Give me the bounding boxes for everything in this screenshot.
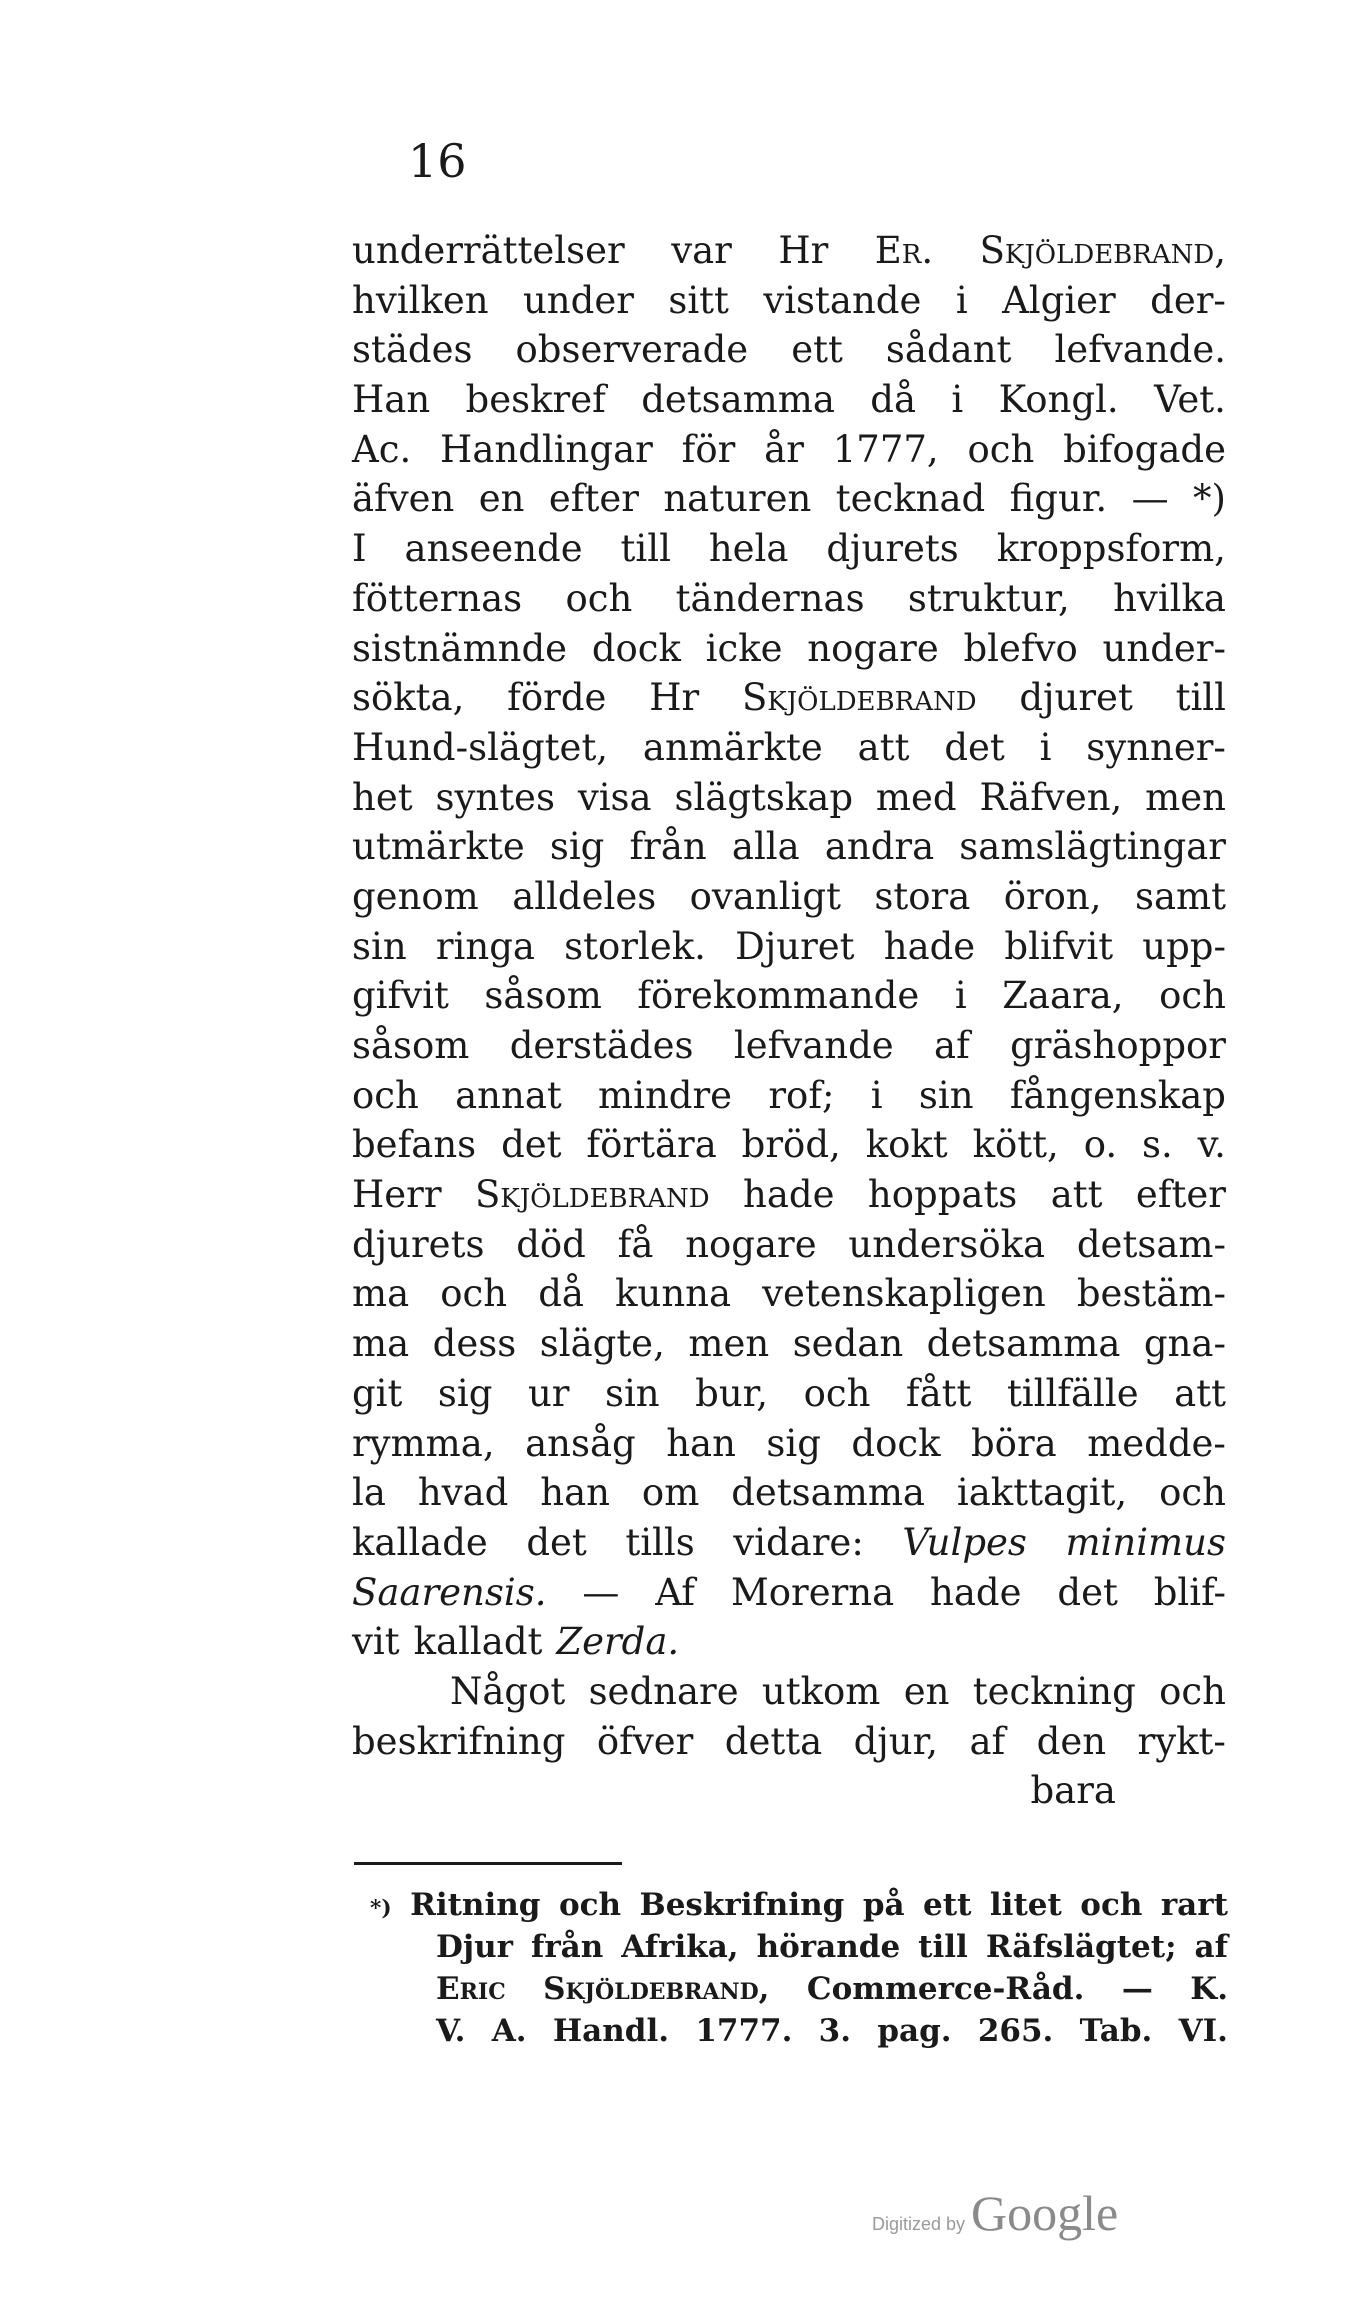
text-line: ma och då kunna vetenskapligen bestäm-	[352, 1272, 1226, 1316]
text-line: git sig ur sin bur, och fått tillfälle att	[352, 1371, 1226, 1415]
catchword: bara	[1030, 1769, 1116, 1813]
digitized-watermark	[872, 2184, 1118, 2242]
text-line: utmärkte sig från alla andra samslägtingar	[352, 825, 1226, 869]
footnote-line: *) Ritning och Beskrifning på ett litet och rart	[370, 1884, 1228, 1926]
text-line: ma dess slägte, men sedan detsamma gna-	[352, 1322, 1226, 1366]
text-line: Ac. Handlingar för år 1777, och bifogade	[352, 427, 1226, 471]
text-line: djurets död få nogare undersöka detsam-	[352, 1222, 1226, 1266]
page-number: 16	[408, 134, 467, 188]
footnote	[370, 1884, 1228, 2052]
text-line: genom alldeles ovanligt stora öron, samt	[352, 874, 1226, 918]
text-line: het syntes visa slägtskap med Räfven, men	[352, 775, 1226, 819]
text-line: sin ringa storlek. Djuret hade blifvit upp-	[352, 924, 1226, 968]
text-line: fötternas och tändernas struktur, hvilka	[352, 576, 1226, 620]
text-line: sökta, förde Hr Skjöldebrand djuret till	[352, 676, 1226, 720]
text-line: underrättelser var Hr Er. Skjöldebrand,	[352, 229, 1226, 272]
text-line: såsom derstädes lefvande af gräshoppor	[352, 1024, 1226, 1067]
footnote-line: V. A. Handl. 1777. 3. pag. 265. Tab. VI.	[436, 2013, 1228, 2049]
text-line: befans det förtära bröd, kokt kött, o. s. v.	[352, 1123, 1226, 1167]
text-line: hvilken under sitt vistande i Algier der-	[352, 278, 1226, 322]
text-line: Något sednare utkom en teckning och	[450, 1669, 1226, 1713]
footnote-reference: *)	[1192, 477, 1226, 521]
text-line: Herr Skjöldebrand hade hoppats att efter	[352, 1173, 1226, 1217]
text-line: beskrifning öfver detta djur, af den rykt-	[352, 1719, 1226, 1763]
footnote-line: Djur från Afrika, hörande till Räfslägtet; af	[436, 1929, 1228, 1965]
text-line: sistnämnde dock icke nogare blefvo under-	[352, 626, 1226, 670]
footnote-rule	[354, 1862, 622, 1865]
text-line: äfven en efter naturen tecknad figur. — *)	[352, 474, 1226, 524]
text-line: Han beskref detsamma då i Kongl. Vet.	[352, 378, 1226, 422]
watermark-prefix: Digitized by	[872, 2214, 966, 2234]
text-line: gifvit såsom förekommande i Zaara, och	[352, 974, 1226, 1018]
text-line: rymma, ansåg han sig dock böra medde-	[352, 1421, 1226, 1465]
text-line: städes observerade ett sådant lefvande.	[352, 328, 1226, 372]
footnote-marker: *)	[370, 1896, 392, 1921]
footnote-line: Eric Skjöldebrand, Commerce-Råd. — K.	[436, 1971, 1228, 2007]
google-logo: Google	[971, 2185, 1119, 2241]
text-line: kallade det tills vidare: Vulpes minimus	[352, 1520, 1226, 1564]
body-text	[352, 226, 1226, 1816]
text-line: Hund-slägtet, anmärkte att det i synner-	[352, 725, 1226, 769]
text-line: I anseende till hela djurets kroppsform,	[352, 527, 1226, 571]
text-line: la hvad han om detsamma iakttagit, och	[352, 1471, 1226, 1515]
text-line: och annat mindre rof; i sin fångenskap	[352, 1073, 1226, 1117]
text-line: vit kalladt Zerda.	[352, 1620, 680, 1664]
text-line: Saarensis. — Af Morerna hade det blif-	[352, 1570, 1226, 1614]
